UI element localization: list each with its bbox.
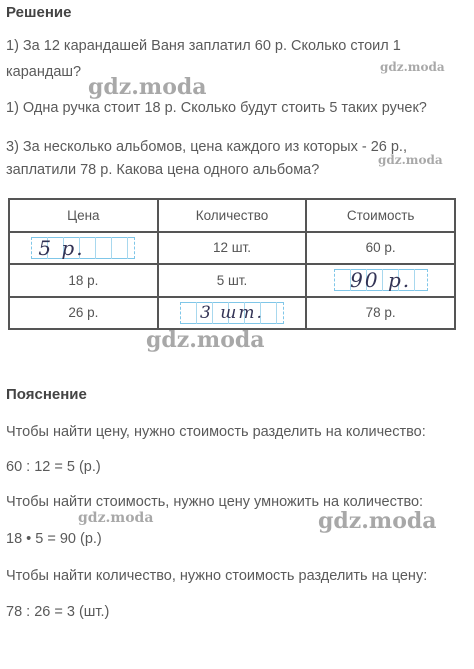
task-1-line-1: 1) За 12 карандашей Ваня заплатил 60 р. Сколько стоил 1	[6, 38, 401, 54]
watermark: gdz.moda	[380, 60, 445, 74]
header-quantity: Количество	[158, 199, 307, 232]
watermark: gdz.moda	[378, 153, 443, 167]
quantity-cell	[158, 297, 307, 330]
handwritten-answer-quantity: 3 шт.	[180, 302, 284, 324]
watermark: gdz.moda	[88, 74, 207, 100]
watermark: gdz.moda	[146, 327, 265, 353]
handwritten-answer-price: 5 р.	[31, 237, 135, 259]
cost-cell	[306, 264, 455, 297]
price-quantity-cost-table	[8, 198, 456, 330]
table-row	[9, 232, 455, 265]
cost-cell: 78 р.	[306, 297, 455, 330]
table-header-row	[9, 199, 455, 232]
calc-cost: 18 • 5 = 90 (р.)	[6, 531, 102, 547]
table-row	[9, 297, 455, 330]
table-row	[9, 264, 455, 297]
price-cell: 18 р.	[9, 264, 158, 297]
solution-heading: Решение	[6, 4, 72, 21]
quantity-cell: 12 шт.	[158, 232, 307, 265]
task-3-line-1: 3) За несколько альбомов, цена каждого из которых - 26 р.,	[6, 139, 407, 155]
calc-price: 60 : 12 = 5 (р.)	[6, 459, 101, 475]
watermark: gdz.moda	[318, 508, 437, 534]
explanation-heading: Пояснение	[6, 386, 87, 403]
header-cost: Стоимость	[306, 199, 455, 232]
task-3-line-2: заплатили 78 р. Какова цена одного альбома?	[6, 162, 320, 178]
calc-quantity: 78 : 26 = 3 (шт.)	[6, 604, 110, 620]
watermark: gdz.moda	[78, 510, 154, 526]
price-cell	[9, 232, 158, 265]
rule-quantity: Чтобы найти количество, нужно стоимость разделить на цену:	[6, 568, 428, 584]
quantity-cell: 5 шт.	[158, 264, 307, 297]
task-2: 1) Одна ручка стоит 18 р. Сколько будут стоить 5 таких ручек?	[6, 100, 427, 116]
cost-cell: 60 р.	[306, 232, 455, 265]
task-1-line-2: карандаш?	[6, 64, 82, 80]
price-cell: 26 р.	[9, 297, 158, 330]
handwritten-answer-cost: 90 р.	[334, 269, 428, 291]
header-price: Цена	[9, 199, 158, 232]
rule-price: Чтобы найти цену, нужно стоимость разделить на количество:	[6, 424, 426, 440]
rule-cost: Чтобы найти стоимость, нужно цену умножить на количество:	[6, 494, 424, 510]
